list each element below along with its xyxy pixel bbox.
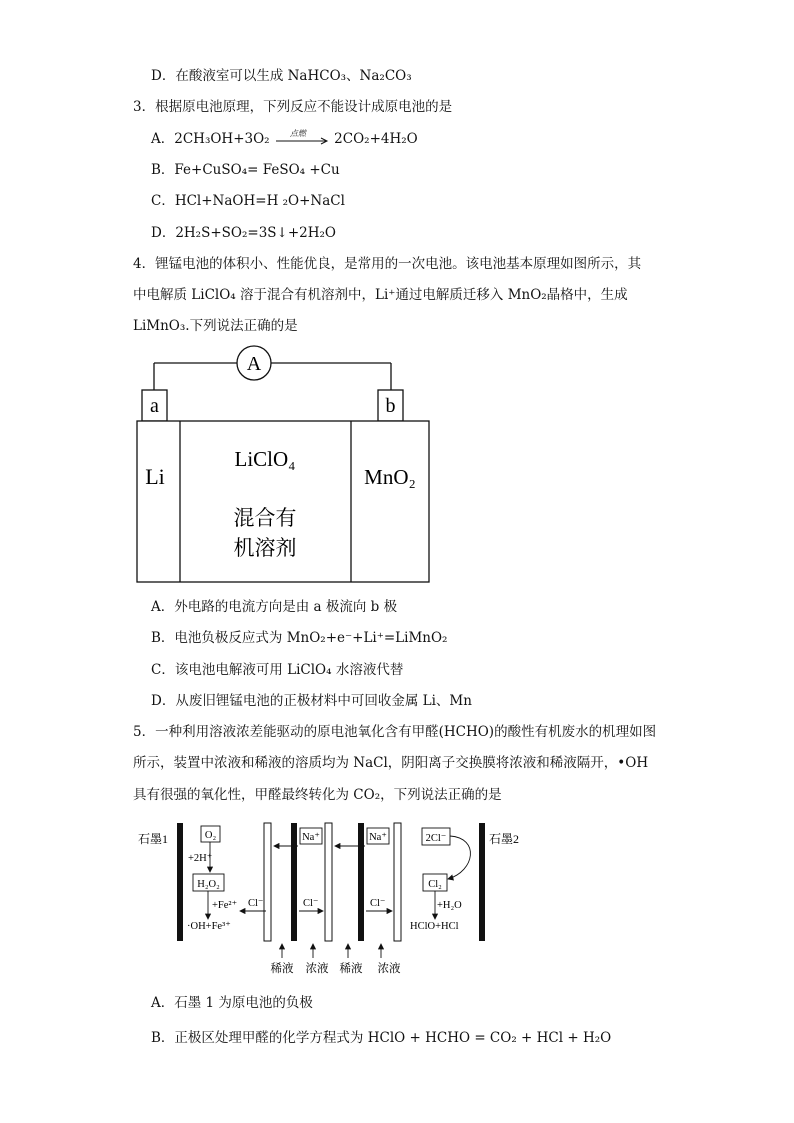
- membrane-5: [394, 823, 401, 941]
- conc-label-2: 浓液: [377, 963, 401, 975]
- q3-option-b: B．Fe+CuSO₄= FeSO₄ +Cu: [151, 162, 340, 178]
- na-plus-label-2: Na⁺: [369, 832, 387, 843]
- solvent-label-line2: 机溶剂: [233, 536, 297, 560]
- battery-diagram: [130, 342, 440, 587]
- cl2-label: Cl₂: [428, 879, 442, 890]
- two-cl-label: 2Cl⁻: [425, 833, 447, 844]
- concentration-cell-diagram: [130, 816, 540, 980]
- graphite2-label: 石墨2: [489, 832, 520, 846]
- q4-stem-line1: 4．锂锰电池的体积小、性能优良，是常用的一次电池。该电池基本原理如图所示，其: [133, 256, 642, 272]
- reaction-condition: 点燃: [289, 128, 306, 138]
- q5-option-b: B．正极区处理甲醛的化学方程式为 HClO + HCHO = CO₂ + HCl + H₂O: [151, 1030, 612, 1046]
- membrane-1: [264, 823, 271, 941]
- li-electrode-label: Li: [145, 464, 165, 489]
- q3-option-c: C．HCl+NaOH=H ₂O+NaCl: [151, 193, 345, 209]
- q5-option-a: A．石墨 1 为原电池的负极: [151, 995, 313, 1011]
- na-plus-label-1: Na⁺: [302, 832, 320, 843]
- q4-option-a: A．外电路的电流方向是由 a 极流向 b 极: [151, 599, 398, 615]
- q2-option-d: D．在酸液室可以生成 NaHCO₃、Na₂CO₃: [151, 68, 412, 84]
- oh-fe3-label: ·OH+Fe³⁺: [187, 921, 231, 932]
- solvent-label-line1: 混合有: [233, 506, 297, 530]
- conc-label-1: 浓液: [305, 963, 329, 975]
- h2o2-label: H₂O₂: [197, 879, 220, 890]
- q4-option-c: C．该电池电解液可用 LiClO₄ 水溶液代替: [151, 662, 404, 678]
- cl-minus-label-1: Cl⁻: [248, 898, 264, 909]
- q4-option-b: B．电池负极反应式为 MnO₂+e⁻+Li⁺=LiMnO₂: [151, 630, 448, 646]
- cl-oxidation-arrow: [448, 836, 470, 879]
- terminal-b-label: b: [385, 395, 396, 417]
- mno2-electrode-label: MnO₂: [364, 465, 416, 489]
- terminal-a-label: a: [150, 395, 159, 417]
- q4-option-d: D．从废旧锂锰电池的正极材料中可回收金属 Li、Mn: [151, 693, 472, 709]
- q5-stem-line3: 具有很强的氧化性，甲醛最终转化为 CO₂，下列说法正确的是: [133, 787, 502, 803]
- graphite1-electrode: [177, 823, 183, 941]
- electrolyte-label: LiClO₄: [234, 447, 296, 471]
- reaction-arrow: [274, 128, 330, 147]
- membrane-3: [325, 823, 332, 941]
- dilute-label-2: 稀液: [339, 963, 363, 975]
- hclo-hcl-label: HClO+HCl: [410, 921, 459, 932]
- o2-label: O₂: [204, 830, 217, 841]
- membrane-4: [358, 823, 364, 941]
- q3-option-a-right: 2CO₂+4H₂O: [334, 131, 418, 147]
- arrow-icon: [274, 133, 330, 147]
- q4-stem-line3: LiMnO₃.下列说法正确的是: [133, 318, 298, 334]
- ammeter-label: A: [246, 353, 262, 375]
- q3-option-d: D．2H₂S+SO₂=3S↓+2H₂O: [151, 225, 336, 241]
- graphite1-label: 石墨1: [138, 832, 169, 846]
- q5-stem-line1: 5．一种利用溶液浓差能驱动的原电池氧化含有甲醛(HCHO)的酸性有机废水的机理如图: [133, 724, 657, 740]
- plus-h2o-label: +H₂O: [437, 900, 462, 911]
- plus-2h-label: +2H⁺: [188, 853, 213, 864]
- q3-stem: 3．根据原电池原理，下列反应不能设计成原电池的是: [133, 99, 453, 115]
- plus-fe2-label: +Fe²⁺: [212, 900, 238, 911]
- graphite2-electrode: [479, 823, 485, 941]
- cl-minus-label-3: Cl⁻: [370, 898, 386, 909]
- q4-stem-line2: 中电解质 LiClO₄ 溶于混合有机溶剂中，Li⁺通过电解质迁移入 MnO₂晶格中，生成: [133, 287, 628, 303]
- q5-stem-line2: 所示，装置中浓液和稀液的溶质均为 NaCl，阴阳离子交换膜将浓液和稀液隔开，•OH: [133, 755, 649, 771]
- cl-minus-label-2: Cl⁻: [303, 898, 319, 909]
- q3-option-a: [151, 130, 418, 148]
- q3-option-a-left: A．2CH₃OH+3O₂: [151, 131, 270, 147]
- membrane-2: [291, 823, 297, 941]
- dilute-label-1: 稀液: [270, 963, 294, 975]
